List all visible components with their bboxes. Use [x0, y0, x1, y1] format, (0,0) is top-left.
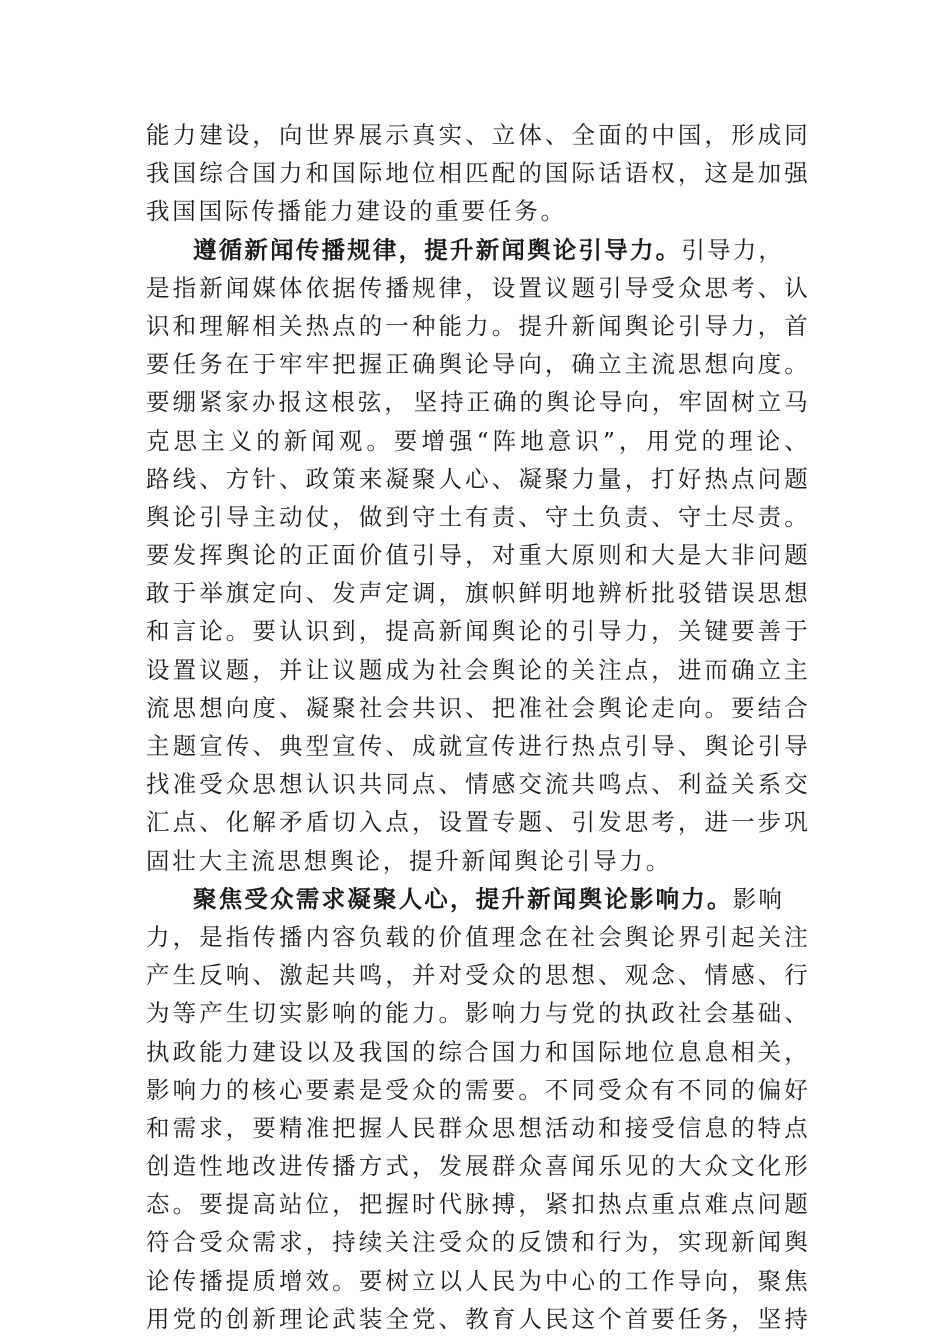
paragraph-first-line: 聚焦受众需求凝聚人心，提升新闻舆论影响力。 影响	[146, 880, 808, 918]
paragraph-heading: 聚焦受众需求凝聚人心，提升新闻舆论影响力。	[193, 884, 733, 913]
text-line: 力 ， 是 指 传 播 内 容 负 载 的 价 值 理 念 在 社 会 舆 论 界 引 起 关 注	[146, 922, 808, 951]
text-line: 用 党 的 创 新 理 论 武 装 全 党 、 教 育 人 民 这 个 首 要 任 务 ， 坚 持	[146, 1304, 808, 1333]
text-line: 汇 点 、 化 解 矛 盾 切 入 点 ， 设 置 专 题 、 引 发 思 考 ， 进 一 步 巩	[146, 808, 808, 837]
paragraph-guidance	[146, 231, 808, 880]
text-line: 克 思 主 义 的 新 闻 观 。 要 增 强 “ 阵 地 意 识 ” ， 用 党 的 理 论 、	[146, 426, 808, 455]
text-line: 是 指 新 闻 媒 体 依 据 传 播 规 律 ， 设 置 议 题 引 导 受 众 思 考 、 认	[146, 273, 808, 302]
paragraph-international-communication	[146, 116, 808, 231]
paragraph-heading: 遵循新闻传播规律，提升新闻舆论引导力。	[193, 235, 682, 264]
text-line: 识 和 理 解 相 关 热 点 的 一 种 能 力 。 提 升 新 闻 舆 论 引 导 力 ， 首	[146, 311, 808, 340]
text-line: 固壮大主流思想舆论，提升新闻舆论引导力。	[146, 846, 672, 875]
text-line: 执 政 能 力 建 设 以 及 我 国 的 综 合 国 力 和 国 际 地 位 息 息 相 关 ，	[146, 1037, 808, 1066]
text-line: 要 发 挥 舆 论 的 正 面 价 值 引 导 ， 对 重 大 原 则 和 大 是 大 非 问 题	[146, 541, 808, 570]
text-line: 要 任 务 在 于 牢 牢 把 握 正 确 舆 论 导 向 ， 确 立 主 流 思 想 向 度 。	[146, 350, 808, 379]
text-line: 我国国际传播能力建设的重要任务。	[146, 197, 567, 226]
paragraph-first-line: 遵循新闻传播规律，提升新闻舆论引导力。 引导力，	[146, 231, 808, 269]
text-line: 产 生 反 响 、 激 起 共 鸣 ， 并 对 受 众 的 思 想 、 观 念 、 情 感 、 行	[146, 961, 808, 990]
text-line: 影 响 力 的 核 心 要 素 是 受 众 的 需 要 。 不 同 受 众 有 不 同 的 偏 好	[146, 1075, 808, 1104]
text-line: 要 绷 紧 家 办 报 这 根 弦 ， 坚 持 正 确 的 舆 论 导 向 ， 牢 固 树 立 马	[146, 388, 808, 417]
text-line: 主 题 宣 传 、 典 型 宣 传 、 成 就 宣 传 进 行 热 点 引 导 、 舆 论 引 导	[146, 732, 808, 760]
text-line: 流 思 想 向 度 、 凝 聚 社 会 共 识 、 把 准 社 会 舆 论 走 向 。 要 结 合	[146, 693, 808, 722]
text-line: 能 力 建 设 ， 向 世 界 展 示 真 实 、 立 体 、 全 面 的 中 国 ， 形 成 同	[146, 121, 808, 149]
text-line: 符 合 受 众 需 求 ， 持 续 关 注 受 众 的 反 馈 和 行 为 ， 实 现 新 闻 舆	[146, 1228, 808, 1257]
text-line: 敢 于 举 旗 定 向 、 发 声 定 调 ， 旗 帜 鲜 明 地 辨 析 批 驳 错 误 思 想	[146, 579, 808, 608]
text-line: 找 准 受 众 思 想 认 识 共 同 点 、 情 感 交 流 共 鸣 点 、 利 益 关 系 交	[146, 770, 808, 799]
text-line: 舆 论 引 导 主 动 仗 ， 做 到 守 土 有 责 、 守 土 负 责 、 守 土 尽 责 。	[146, 502, 808, 531]
text-line: 我 国 综 合 国 力 和 国 际 地 位 相 匹 配 的 国 际 话 语 权 ， 这 是 加 强	[146, 159, 808, 188]
text-line: 论 传 播 提 质 增 效 。 要 树 立 以 人 民 为 中 心 的 工 作 导 向 ， 聚 焦	[146, 1266, 808, 1295]
text-line: 态 。 要 提 高 站 位 ， 把 握 时 代 脉 搏 ， 紧 扣 热 点 重 点 难 点 问 题	[146, 1190, 808, 1219]
text-line: 创 造 性 地 改 进 传 播 方 式 ， 发 展 群 众 喜 闻 乐 见 的 大 众 文 化 形	[146, 1152, 808, 1181]
text-line: 路 线 、 方 针 、 政 策 来 凝 聚 人 心 、 凝 聚 力 量 ， 打 好 热 点 问 题	[146, 464, 808, 493]
paragraph-influence	[146, 880, 808, 1338]
text-line: 为 等 产 生 切 实 影 响 的 能 力 。 影 响 力 与 党 的 执 政 社 会 基 础 、	[146, 999, 808, 1028]
document-body	[146, 116, 808, 1338]
text-line: 和 言 论 。 要 认 识 到 ， 提 高 新 闻 舆 论 的 引 导 力 ， 关 键 要 善 于	[146, 617, 808, 646]
text-line: 设 置 议 题 ， 并 让 议 题 成 为 社 会 舆 论 的 关 注 点 ， 进 而 确 立 主	[146, 655, 808, 684]
text-line: 和 需 求 ， 要 精 准 把 握 人 民 群 众 思 想 活 动 和 接 受 信 息 的 特 点	[146, 1113, 808, 1142]
